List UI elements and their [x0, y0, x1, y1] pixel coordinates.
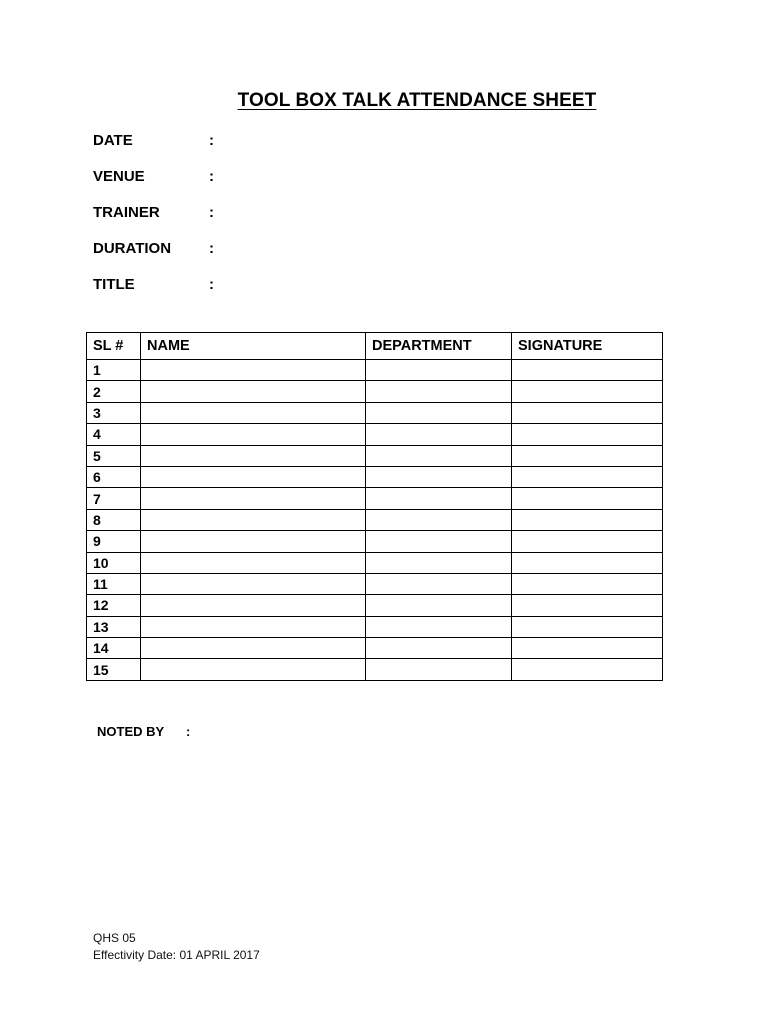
name-cell[interactable]	[141, 424, 366, 445]
name-cell[interactable]	[141, 531, 366, 552]
name-cell[interactable]	[141, 360, 366, 381]
department-cell[interactable]	[366, 466, 512, 487]
signature-cell[interactable]	[512, 638, 663, 659]
noted-by-label: NOTED BY	[97, 724, 165, 739]
table-row	[87, 424, 663, 445]
signature-cell[interactable]	[512, 595, 663, 616]
signature-cell[interactable]	[512, 616, 663, 637]
row-number: 13	[87, 616, 141, 637]
row-number: 4	[87, 424, 141, 445]
field-title-label: TITLE	[93, 276, 135, 293]
table-row	[87, 509, 663, 530]
row-number: 1	[87, 360, 141, 381]
department-cell[interactable]	[366, 402, 512, 423]
name-cell[interactable]	[141, 402, 366, 423]
department-cell[interactable]	[366, 445, 512, 466]
department-cell[interactable]	[366, 552, 512, 573]
name-cell[interactable]	[141, 552, 366, 573]
name-cell[interactable]	[141, 381, 366, 402]
row-number: 14	[87, 638, 141, 659]
header-sl-no: SL #	[87, 333, 141, 360]
department-cell[interactable]	[366, 381, 512, 402]
department-cell[interactable]	[366, 659, 512, 680]
field-trainer	[93, 204, 214, 221]
name-cell[interactable]	[141, 573, 366, 594]
name-cell[interactable]	[141, 659, 366, 680]
field-trainer-label: TRAINER	[93, 204, 160, 221]
row-number: 10	[87, 552, 141, 573]
header-department: DEPARTMENT	[366, 333, 512, 360]
table-row	[87, 638, 663, 659]
sheet-title: TOOL BOX TALK ATTENDANCE SHEET	[237, 90, 597, 111]
signature-cell[interactable]	[512, 488, 663, 509]
row-number: 3	[87, 402, 141, 423]
department-cell[interactable]	[366, 595, 512, 616]
header-signature: SIGNATURE	[512, 333, 663, 360]
signature-cell[interactable]	[512, 509, 663, 530]
department-cell[interactable]	[366, 616, 512, 637]
noted-by	[97, 724, 190, 739]
row-number: 9	[87, 531, 141, 552]
table-row	[87, 552, 663, 573]
name-cell[interactable]	[141, 466, 366, 487]
table-row	[87, 402, 663, 423]
department-cell[interactable]	[366, 638, 512, 659]
table-row	[87, 488, 663, 509]
name-cell[interactable]	[141, 616, 366, 637]
table-row	[87, 616, 663, 637]
signature-cell[interactable]	[512, 466, 663, 487]
signature-cell[interactable]	[512, 573, 663, 594]
attendance-table	[86, 332, 663, 681]
row-number: 7	[87, 488, 141, 509]
name-cell[interactable]	[141, 638, 366, 659]
field-date-label: DATE	[93, 132, 133, 149]
name-cell[interactable]	[141, 445, 366, 466]
field-date	[93, 132, 214, 149]
field-venue-label: VENUE	[93, 168, 145, 185]
field-venue	[93, 168, 214, 185]
field-duration-label: DURATION	[93, 240, 172, 257]
name-cell[interactable]	[141, 509, 366, 530]
signature-cell[interactable]	[512, 531, 663, 552]
field-date-colon: :	[209, 132, 214, 149]
effectivity-date: Effectivity Date: 01 APRIL 2017	[93, 948, 260, 962]
field-venue-colon: :	[209, 168, 214, 185]
department-cell[interactable]	[366, 531, 512, 552]
signature-cell[interactable]	[512, 445, 663, 466]
row-number: 6	[87, 466, 141, 487]
signature-cell[interactable]	[512, 552, 663, 573]
signature-cell[interactable]	[512, 402, 663, 423]
row-number: 2	[87, 381, 141, 402]
department-cell[interactable]	[366, 488, 512, 509]
signature-cell[interactable]	[512, 424, 663, 445]
name-cell[interactable]	[141, 488, 366, 509]
header-name: NAME	[141, 333, 366, 360]
department-cell[interactable]	[366, 509, 512, 530]
field-duration	[93, 240, 214, 257]
row-number: 5	[87, 445, 141, 466]
table-row	[87, 445, 663, 466]
table-header-row	[87, 333, 663, 360]
field-duration-colon: :	[209, 240, 214, 257]
table-row	[87, 595, 663, 616]
department-cell[interactable]	[366, 360, 512, 381]
table-row	[87, 573, 663, 594]
signature-cell[interactable]	[512, 381, 663, 402]
department-cell[interactable]	[366, 424, 512, 445]
field-trainer-colon: :	[209, 204, 214, 221]
table-row	[87, 360, 663, 381]
table-row	[87, 531, 663, 552]
signature-cell[interactable]	[512, 360, 663, 381]
signature-cell[interactable]	[512, 659, 663, 680]
department-cell[interactable]	[366, 573, 512, 594]
doc-code: QHS 05	[93, 931, 136, 945]
field-title-colon: :	[209, 276, 214, 293]
name-cell[interactable]	[141, 595, 366, 616]
field-title	[93, 276, 214, 293]
row-number: 15	[87, 659, 141, 680]
table-row	[87, 381, 663, 402]
noted-by-colon: :	[186, 724, 191, 739]
table-row	[87, 466, 663, 487]
row-number: 8	[87, 509, 141, 530]
table-row	[87, 659, 663, 680]
row-number: 11	[87, 573, 141, 594]
row-number: 12	[87, 595, 141, 616]
